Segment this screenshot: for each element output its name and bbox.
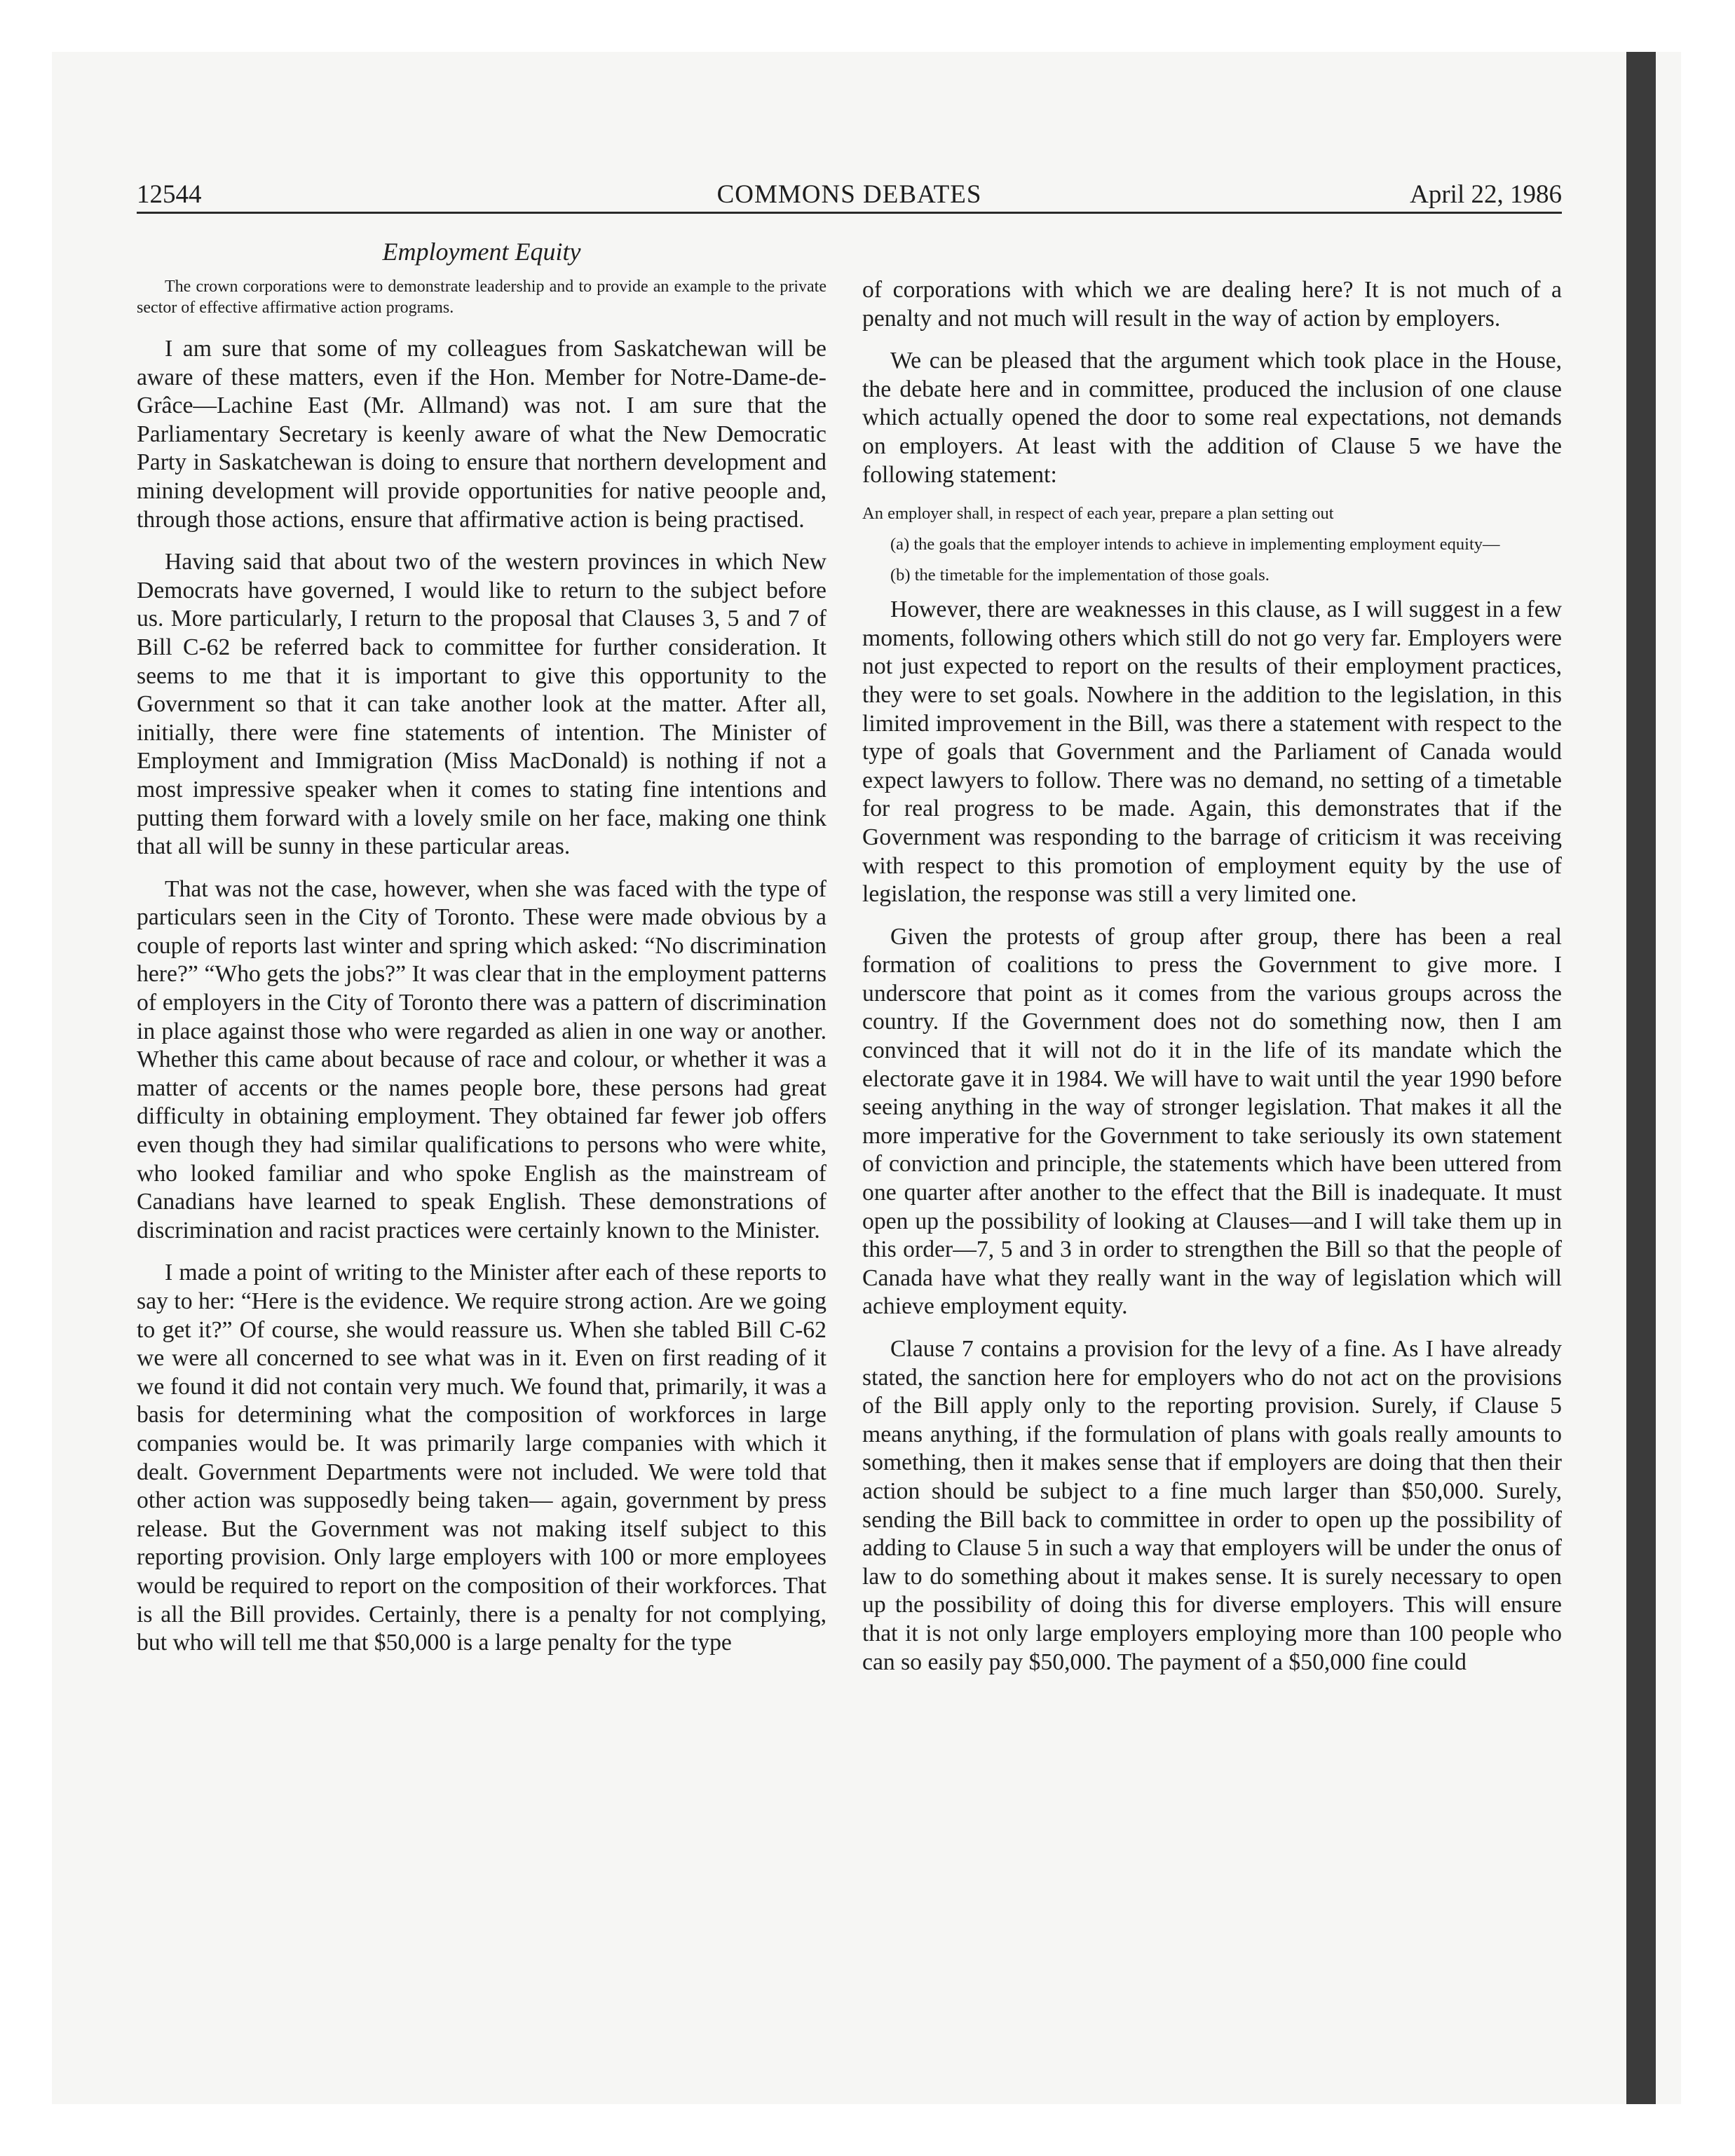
- page-number: 12544: [137, 180, 202, 209]
- right-column: [862, 276, 1562, 1691]
- issue-date: April 22, 1986: [1410, 180, 1562, 209]
- quoted-clause-item-a: (a) the goals that the employer intends to achieve in implementing employment equity—: [890, 535, 1500, 554]
- body-paragraph: However, there are weaknesses in this clause, as I will suggest in a few moments, following others which still do not go very far. Employers were not just expected to report on the results of their employment practices, they were to set goals. Nowhere in the addition to the legislation, in this limited improvement in the Bill, was there a statement with respect to the type of goals that Government and the Parliament of Canada would expect lawyers to follow. There was no demand, no setting of a timetable for real progress to be made. Again, this demonstrates that if the Government was responding to the barrage of criticism it was receiving with respect to this promotion of employment equity by the use of legislation, the response was still a very limited one.: [862, 596, 1562, 908]
- body-paragraph: We can be pleased that the argument which took place in the House, the debate here and in committee, produced the inclusion of one clause which actually opened the door to some real expectations, not demands on employers. At least with the addition of Clause 5 we have the following statement:: [862, 348, 1562, 488]
- body-paragraph: Having said that about two of the western provinces in which New Democrats have governed, I would like to return to the subject before us. More particularly, I return to the proposal that Clauses 3, 5 and 7 of Bill C-62 be referred back to committee for further consideration. It seems to me that it is important to give this opportunity to the Government so that it can take another look at the matter. After all, initially, there were fine statements of intention. The Minister of Employment and Immigration (Miss MacDonald) is nothing if not a most impressive speaker when it comes to stating fine intentions and putting them forward with a lovely smile on her face, making one think that all will be sunny in these particular areas.: [137, 549, 826, 860]
- body-paragraph: Given the protests of group after group, there has been a real formation of coalitions to press the Government to give more. I underscore that point as it comes from the various groups across the country. If the Government does not do something now, then I am convinced that it will not do it in the life of its mandate which the electorate gave it in 1984. We will have to wait until the year 1990 before seeing anything in the way of stronger legislation. That makes it all the more imperative for the Government to take seriously its own statement of conviction and principle, the statements which have been uttered from one quarter after another to the effect that the Bill is inadequate. It must open up the possibility of looking at Clauses—and I will take them up in this order—7, 5 and 3 in order to strengthen the Bill so that the people of Canada have what they really want in the way of legislation which will achieve employment equity.: [862, 923, 1562, 1320]
- body-paragraph: That was not the case, however, when she was faced with the type of particulars seen in the City of Toronto. These were made obvious by a couple of reports last winter and spring which asked: “No discrimination here?” “Who gets the jobs?” It was clear that in the employment patterns of employers in the City of Toronto there was a pattern of discrimination in place against those who were regarded as alien in one way or another. Whether this came about because of race and colour, or whether it was a matter of accents or the names people bore, these persons had great difficulty in obtaining employment. They obtained far fewer job offers even though they had similar qualifications to persons who were white, who looked familiar and who spoke English as the mainstream of Canadians have learned to speak English. These demonstrations of discrimination and racist practices were certainly known to the Minister.: [137, 875, 826, 1243]
- continued-paragraph: of corporations with which we are dealing here? It is not much of a penalty and not much will result in the way of action by employers.: [862, 277, 1562, 332]
- quoted-clause-intro: An employer shall, in respect of each year, prepare a plan setting out: [862, 504, 1334, 524]
- scan-edge-shadow: [1626, 52, 1656, 2104]
- quoted-clause-item-b: (b) the timetable for the implementation of those goals.: [890, 566, 1270, 585]
- body-paragraph: I am sure that some of my colleagues from Saskatchewan will be aware of these matters, even if the Hon. Member for Notre-Dame-de-Grâce—Lachine East (Mr. Allmand) was not. I am sure that the Parliamentary Secretary is keenly aware of what the New Democratic Party in Saskatchewan is doing to ensure that northern development and mining development will provide opportunities for native peoople and, through those actions, ensure that affirmative action is being practised.: [137, 336, 826, 533]
- section-title: Employment Equity: [382, 238, 581, 266]
- body-paragraph: Clause 7 contains a provision for the levy of a fine. As I have already stated, the sanction here for employers who do not act on the provisions of the Bill apply only to the reporting provision. Surely, if Clause 5 means anything, if the formulation of plans with goals really amounts to something, then it makes sense that if employers are doing that then their action should be subject to a fine much larger than $50,000. Surely, sending the Bill back to committee in order to open up the possibility of adding to Clause 5 in such a way that employers will be under the onus of law to do something about it makes sense. It is surely necessary to open up the possibility of doing this for diverse employers. This will ensure that it is not only large employers employing more than 100 people who can so easily pay $50,000. The payment of a $50,000 fine could: [862, 1336, 1562, 1675]
- body-paragraph: I made a point of writing to the Minister after each of these reports to say to her: “Here is the evidence. We require strong action. Are we going to get it?” Of course, she would reassure us. When she tabled Bill C-62 we were all concerned to see what was in it. Even on first reading of it we found it did not contain very much. We found that, primarily, it was a basis for determining what the composition of workforces in large companies would be. It was primarily large companies with which it dealt. Government Departments were not included. We were told that other action was supposedly being taken— again, government by press release. But the Government was not making itself subject to this reporting provision. Only large employers with 100 or more employees would be required to report on the composition of their workforces. That is all the Bill provides. Certainly, there is a penalty for not complying, but who will tell me that $50,000 is a large penalty for the type: [137, 1260, 826, 1656]
- left-column: [137, 231, 826, 1672]
- section-summary: The crown corporations were to demonstrate leadership and to provide an example to the private sector of effective affirmative action programs.: [137, 278, 826, 317]
- publication-title: COMMONS DEBATES: [716, 180, 982, 209]
- running-header: [137, 178, 1562, 214]
